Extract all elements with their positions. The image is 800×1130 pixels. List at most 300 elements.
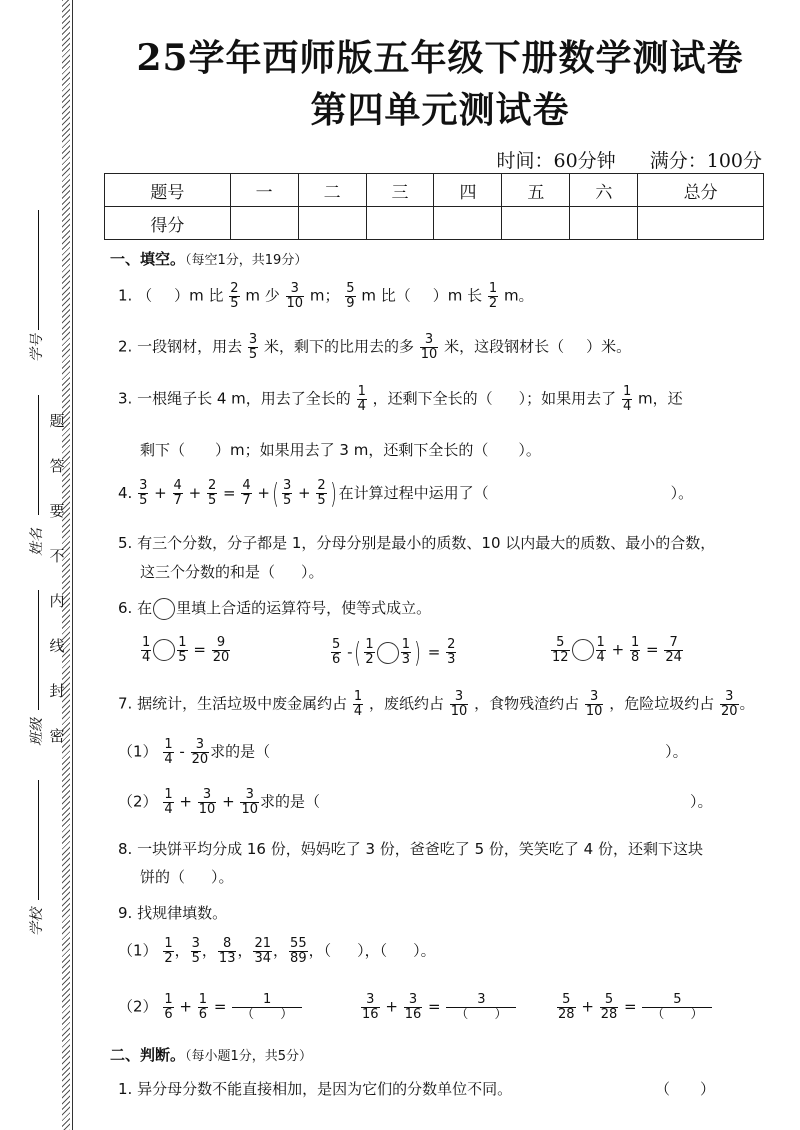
fraction [596,636,606,664]
denominator: 10 [241,801,258,817]
text: m，还 [638,389,683,408]
text: 一块饼平均分成 16 份，妈妈吃了 3 份，爸爸吃了 5 份，笑笑吃了 4 份，还剩下这块 [137,840,703,858]
sub-number: （1） [118,742,158,761]
score-table-score-row [105,207,764,240]
question-6 [118,597,431,620]
question-number: 6. [118,599,133,617]
fraction [353,690,363,718]
close-paren: ) [414,636,421,669]
time-limit: 时间：60分钟 [496,150,616,172]
fraction [585,690,604,718]
denominator: 5 [230,295,239,311]
text: 一根绳子长 4 m，用去了全长的 [137,389,351,408]
denominator: 6 [332,652,341,667]
denominator: 5 [191,950,200,966]
denominator: 9 [346,295,355,311]
denominator: 10 [420,346,438,362]
binding-line [72,0,73,1130]
score-cell: 三 [366,174,434,207]
numerator: 1 [488,281,498,296]
denominator: 4 [596,649,605,665]
numerator: 3 [282,478,292,494]
fraction [240,788,259,816]
numerator: 5 [551,636,570,651]
fraction [198,993,208,1021]
operator: = [193,640,206,659]
numerator: 2 [230,281,239,296]
denominator: 7 [173,493,182,508]
numerator: 1 [164,737,173,752]
question-7 [118,690,755,718]
denominator: 5 [139,493,148,508]
fraction [163,993,173,1021]
denominator: 20 [212,649,230,665]
sub-number: （2） [118,997,158,1016]
circle-icon [153,598,175,620]
denominator: 13 [218,950,236,966]
denominator: 5 [282,493,292,508]
text: ）。 [413,941,436,960]
question-number: 4. [118,484,133,502]
page-subtitle: 第四单元测试卷 [310,89,570,131]
text: ）。 [665,742,688,761]
numerator: 5 [557,993,576,1008]
denominator: 6 [198,1006,208,1022]
denominator: 4 [353,703,363,719]
numerator: 2 [207,478,217,494]
text: m； [309,286,340,305]
section-title: 二、判断。 [110,1046,186,1064]
denominator: 3 [447,652,456,667]
fraction [141,636,151,664]
fraction [229,282,239,310]
separator: ， [273,941,289,960]
operator: - [179,742,185,761]
operator: + [154,484,167,502]
denominator: （ ） [241,1006,294,1022]
score-cell: 一 [230,174,298,207]
numerator: 1 [164,992,173,1007]
separator: ， [201,941,217,960]
fraction [191,937,201,965]
fraction [357,385,367,413]
numerator: 3 [720,690,739,705]
numerator: 1 [164,936,173,951]
denominator: 12 [552,649,569,665]
operator-circle[interactable] [153,639,175,661]
fraction [364,638,374,666]
numerator: 3 [450,690,469,705]
numerator: 1 [365,637,374,653]
text: 。 [739,694,755,713]
fraction [218,937,237,965]
text: ）m 比 [174,286,224,305]
numerator: 1 [178,635,187,650]
numerator: 3 [446,993,516,1008]
sub-number: （1） [118,941,158,960]
text: ）m；如果用去了 3 m，还剩下全长的（ [215,441,489,459]
question-9-1 [118,937,436,965]
score-cell: 总分 [638,174,764,207]
question-4 [118,477,693,510]
fraction [420,333,439,361]
operator: + [179,792,192,811]
fraction [198,788,217,816]
numerator: 2 [447,637,456,653]
exam-meta [469,146,763,173]
text: m。 [503,286,534,305]
fraction [286,282,305,310]
question-number: 1. [118,1080,133,1098]
separator: ， [174,941,190,960]
text: ）。 [518,441,541,459]
question-6-eq2 [330,636,457,669]
numerator: 1 [622,384,632,399]
score-input-cell[interactable] [434,207,502,240]
denominator: 6 [164,1006,173,1022]
score-cell: 五 [502,174,570,207]
operator: - [347,643,353,661]
denominator: 20 [721,703,738,719]
name-label: 姓名 [29,528,45,556]
section-heading [110,1044,312,1065]
section-note: （每小题1分，共5分） [185,1049,313,1064]
binding-margin [0,0,92,1130]
text: 这三个分数的和是（ [140,563,276,581]
denominator: 2 [488,295,498,311]
fraction [450,690,469,718]
operator: + [385,997,398,1016]
text: ）；如果用去了 [518,389,617,408]
fraction [207,479,217,507]
denominator: （ ） [455,1006,508,1022]
fraction [138,479,148,507]
denominator: 8 [630,649,640,665]
fraction [241,479,251,507]
text: ，还剩下全长的（ [372,389,493,408]
numerator: 1 [401,637,410,653]
numerator: 1 [357,384,366,399]
score-input-cell[interactable] [502,207,570,240]
denominator: 4 [357,398,366,414]
question-number: 2. [118,337,133,356]
text: ），（ [357,941,388,960]
numerator: 1 [353,689,363,704]
score-table-header-row [105,174,764,207]
question-7-1 [118,738,688,766]
fraction [361,993,380,1021]
denominator: 5 [207,493,217,508]
fraction [316,479,326,507]
text: 在 [137,599,153,617]
text: ，食物残渣约占 [474,694,580,713]
operator: + [179,997,192,1016]
question-number: 5. [118,534,133,552]
numerator: 3 [286,282,305,297]
question-9 [118,902,227,923]
denominator: 4 [142,649,151,665]
numerator: 1 [142,635,151,650]
denominator: 89 [290,950,307,966]
text: 异分母分数不能直接相加，是因为它们的分数单位不同。 [137,1080,513,1098]
denominator: 10 [450,703,468,719]
answer-fraction[interactable] [446,993,516,1021]
score-cell: 二 [298,174,366,207]
separator: ， [237,941,253,960]
question-3 [118,385,683,413]
open-paren: ( [354,636,362,669]
score-table [104,173,764,240]
numerator: 5 [600,993,619,1008]
denominator: 5 [178,649,187,665]
numerator: 3 [191,936,200,951]
operator: = [428,997,441,1016]
denominator: 34 [254,950,272,966]
answer-fraction[interactable] [642,993,712,1021]
question-5-cont [140,561,324,582]
judge-1 [118,1078,512,1099]
seal-char: 线 [49,637,65,655]
numerator: 3 [361,993,380,1008]
seal-char: 密 [49,727,65,745]
denominator: 2 [365,652,374,667]
numerator: 9 [212,636,231,651]
text: 剩下（ [140,441,186,459]
answer-fraction[interactable] [232,993,302,1021]
numerator: 3 [404,993,423,1008]
fraction [163,738,173,766]
question-5 [118,532,715,553]
text: 里填上合适的运算符号，使等式成立。 [176,599,432,617]
numerator: 4 [173,478,182,494]
question-8-cont [140,866,234,887]
fraction [720,690,739,718]
full-score: 满分：100分 [649,150,762,172]
text: （ [137,286,153,305]
fraction [622,385,632,413]
numerator: 1 [630,635,640,650]
numerator: 5 [642,993,712,1008]
question-9-2b [360,993,517,1021]
student-id-blank[interactable] [38,210,39,330]
text: 找规律填数。 [137,904,228,922]
numerator: 7 [664,636,683,651]
operator: + [257,484,270,502]
operator: + [188,484,202,502]
question-9-2c [556,993,713,1021]
fraction [177,636,187,664]
score-input-cell[interactable] [638,207,764,240]
numerator: 8 [218,937,237,952]
denominator: 5 [248,346,258,362]
question-7-2 [118,788,713,816]
fraction [401,638,411,666]
fraction [253,937,272,965]
page-title: 25学年西师版五年级下册数学测试卷 [136,37,744,79]
numerator: 3 [191,738,210,753]
fraction [212,636,231,664]
seal-char: 题 [49,412,65,430]
denominator: 10 [198,801,216,817]
text: m 比（ [361,286,411,305]
operator-circle[interactable] [572,639,594,661]
question-number: 9. [118,904,133,922]
judge-1-answer[interactable]: （ ） [655,1080,716,1098]
numerator: 5 [346,281,355,296]
separator: ， [308,941,324,960]
denominator: 7 [242,493,251,508]
operator: + [222,792,235,811]
seal-char: 答 [49,457,65,475]
numerator: 3 [420,333,439,348]
operator: = [624,997,637,1016]
question-number: 1. [118,286,133,305]
text: ）。 [301,563,324,581]
text: ）m 长 [432,286,483,305]
question-1 [118,282,534,310]
text: ，危险垃圾约占 [609,694,715,713]
text: 饼的（ [140,868,186,886]
fraction [446,638,456,666]
binding-hatch [62,0,70,1130]
fraction [331,638,341,666]
operator: + [581,997,594,1016]
denominator: 4 [164,801,173,817]
denominator: 24 [665,649,682,665]
operator: = [646,640,659,659]
fraction [248,333,258,361]
score-cell: 得分 [105,207,231,240]
seal-char: 封 [49,682,65,700]
question-6-eq1 [140,636,231,664]
fraction [289,937,308,965]
numerator: 1 [164,787,173,802]
score-cell: 四 [434,174,502,207]
fraction [551,636,570,664]
fraction [191,738,210,766]
section-heading [110,248,307,269]
student-id-label: 学号 [29,334,45,362]
text: 在计算过程中运用了（ [338,484,489,502]
denominator: 3 [401,652,410,667]
score-input-cell[interactable] [366,207,434,240]
denominator: 16 [404,1006,422,1022]
fraction [163,788,173,816]
close-paren: ) [329,477,337,510]
numerator: 3 [139,478,148,494]
question-8 [118,838,703,859]
operator: = [223,484,236,502]
seal-char: 不 [49,547,65,565]
numerator: 2 [317,478,326,494]
numerator: 3 [198,788,217,803]
fraction [404,993,423,1021]
text: ）。 [690,792,713,811]
denominator: 28 [600,1006,618,1022]
fraction [163,937,173,965]
text: 一段钢材，用去 [137,337,243,356]
score-cell: 题号 [105,174,231,207]
denominator: 4 [622,398,632,414]
numerator: 3 [240,788,259,803]
fraction [557,993,576,1021]
question-2 [118,333,631,361]
numerator: 3 [585,690,604,705]
score-cell: 六 [570,174,638,207]
denominator: 20 [191,751,209,767]
section-title: 一、填空。 [110,250,186,268]
text: ）。 [211,868,234,886]
numerator: 5 [332,637,341,653]
text: ，废纸约占 [368,694,444,713]
class-label: 班级 [29,718,45,746]
name-blank[interactable] [38,395,39,515]
operator: + [298,484,311,502]
score-input-cell[interactable] [230,207,298,240]
numerator: 1 [198,992,208,1007]
school-blank[interactable] [38,780,39,900]
open-paren: ( [272,477,279,510]
denominator: 10 [286,295,304,311]
denominator: 5 [317,493,326,508]
fraction [664,636,683,664]
question-number: 7. [118,694,133,713]
denominator: （ ） [651,1006,704,1022]
numerator: 1 [232,993,302,1008]
question-9-2 [118,993,303,1021]
seal-char: 要 [49,502,65,520]
operator: + [611,640,625,659]
numerator: 3 [248,332,258,347]
sub-number: （2） [118,792,158,811]
text: 有三个分数，分子都是 1，分母分别是最小的质数、10 以内最大的质数、最小的合数， [137,534,716,552]
text: 据统计，生活垃圾中废金属约占 [137,694,348,713]
denominator: 4 [164,751,173,767]
numerator: 55 [290,936,307,951]
school-label: 学校 [29,908,45,936]
fraction [630,636,640,664]
text: ）。 [670,484,694,502]
operator: = [213,997,227,1016]
text: 求的是（ [259,792,320,811]
text: （ [323,941,332,960]
numerator: 1 [596,635,605,650]
denominator: 28 [558,1006,575,1022]
score-input-cell[interactable] [570,207,638,240]
operator-circle[interactable] [377,642,399,664]
text: 求的是（ [210,742,271,761]
numerator: 4 [242,478,251,494]
numerator: 21 [254,936,272,951]
text: m 少 [245,286,280,305]
seal-char: 内 [49,592,65,610]
score-input-cell[interactable] [298,207,366,240]
question-3-cont [140,439,541,460]
denominator: 10 [585,703,603,719]
text: 米，剩下的比用去的多 [263,337,414,356]
denominator: 2 [164,950,173,966]
fraction [488,282,498,310]
fraction [345,282,355,310]
class-blank[interactable] [38,590,39,710]
section-note: （每空1分，共19分） [185,253,308,268]
text: 米，这段钢材长（ [444,337,565,356]
operator: = [427,643,441,661]
fraction [173,479,183,507]
denominator: 16 [362,1006,379,1022]
fraction [282,479,292,507]
fraction [600,993,619,1021]
